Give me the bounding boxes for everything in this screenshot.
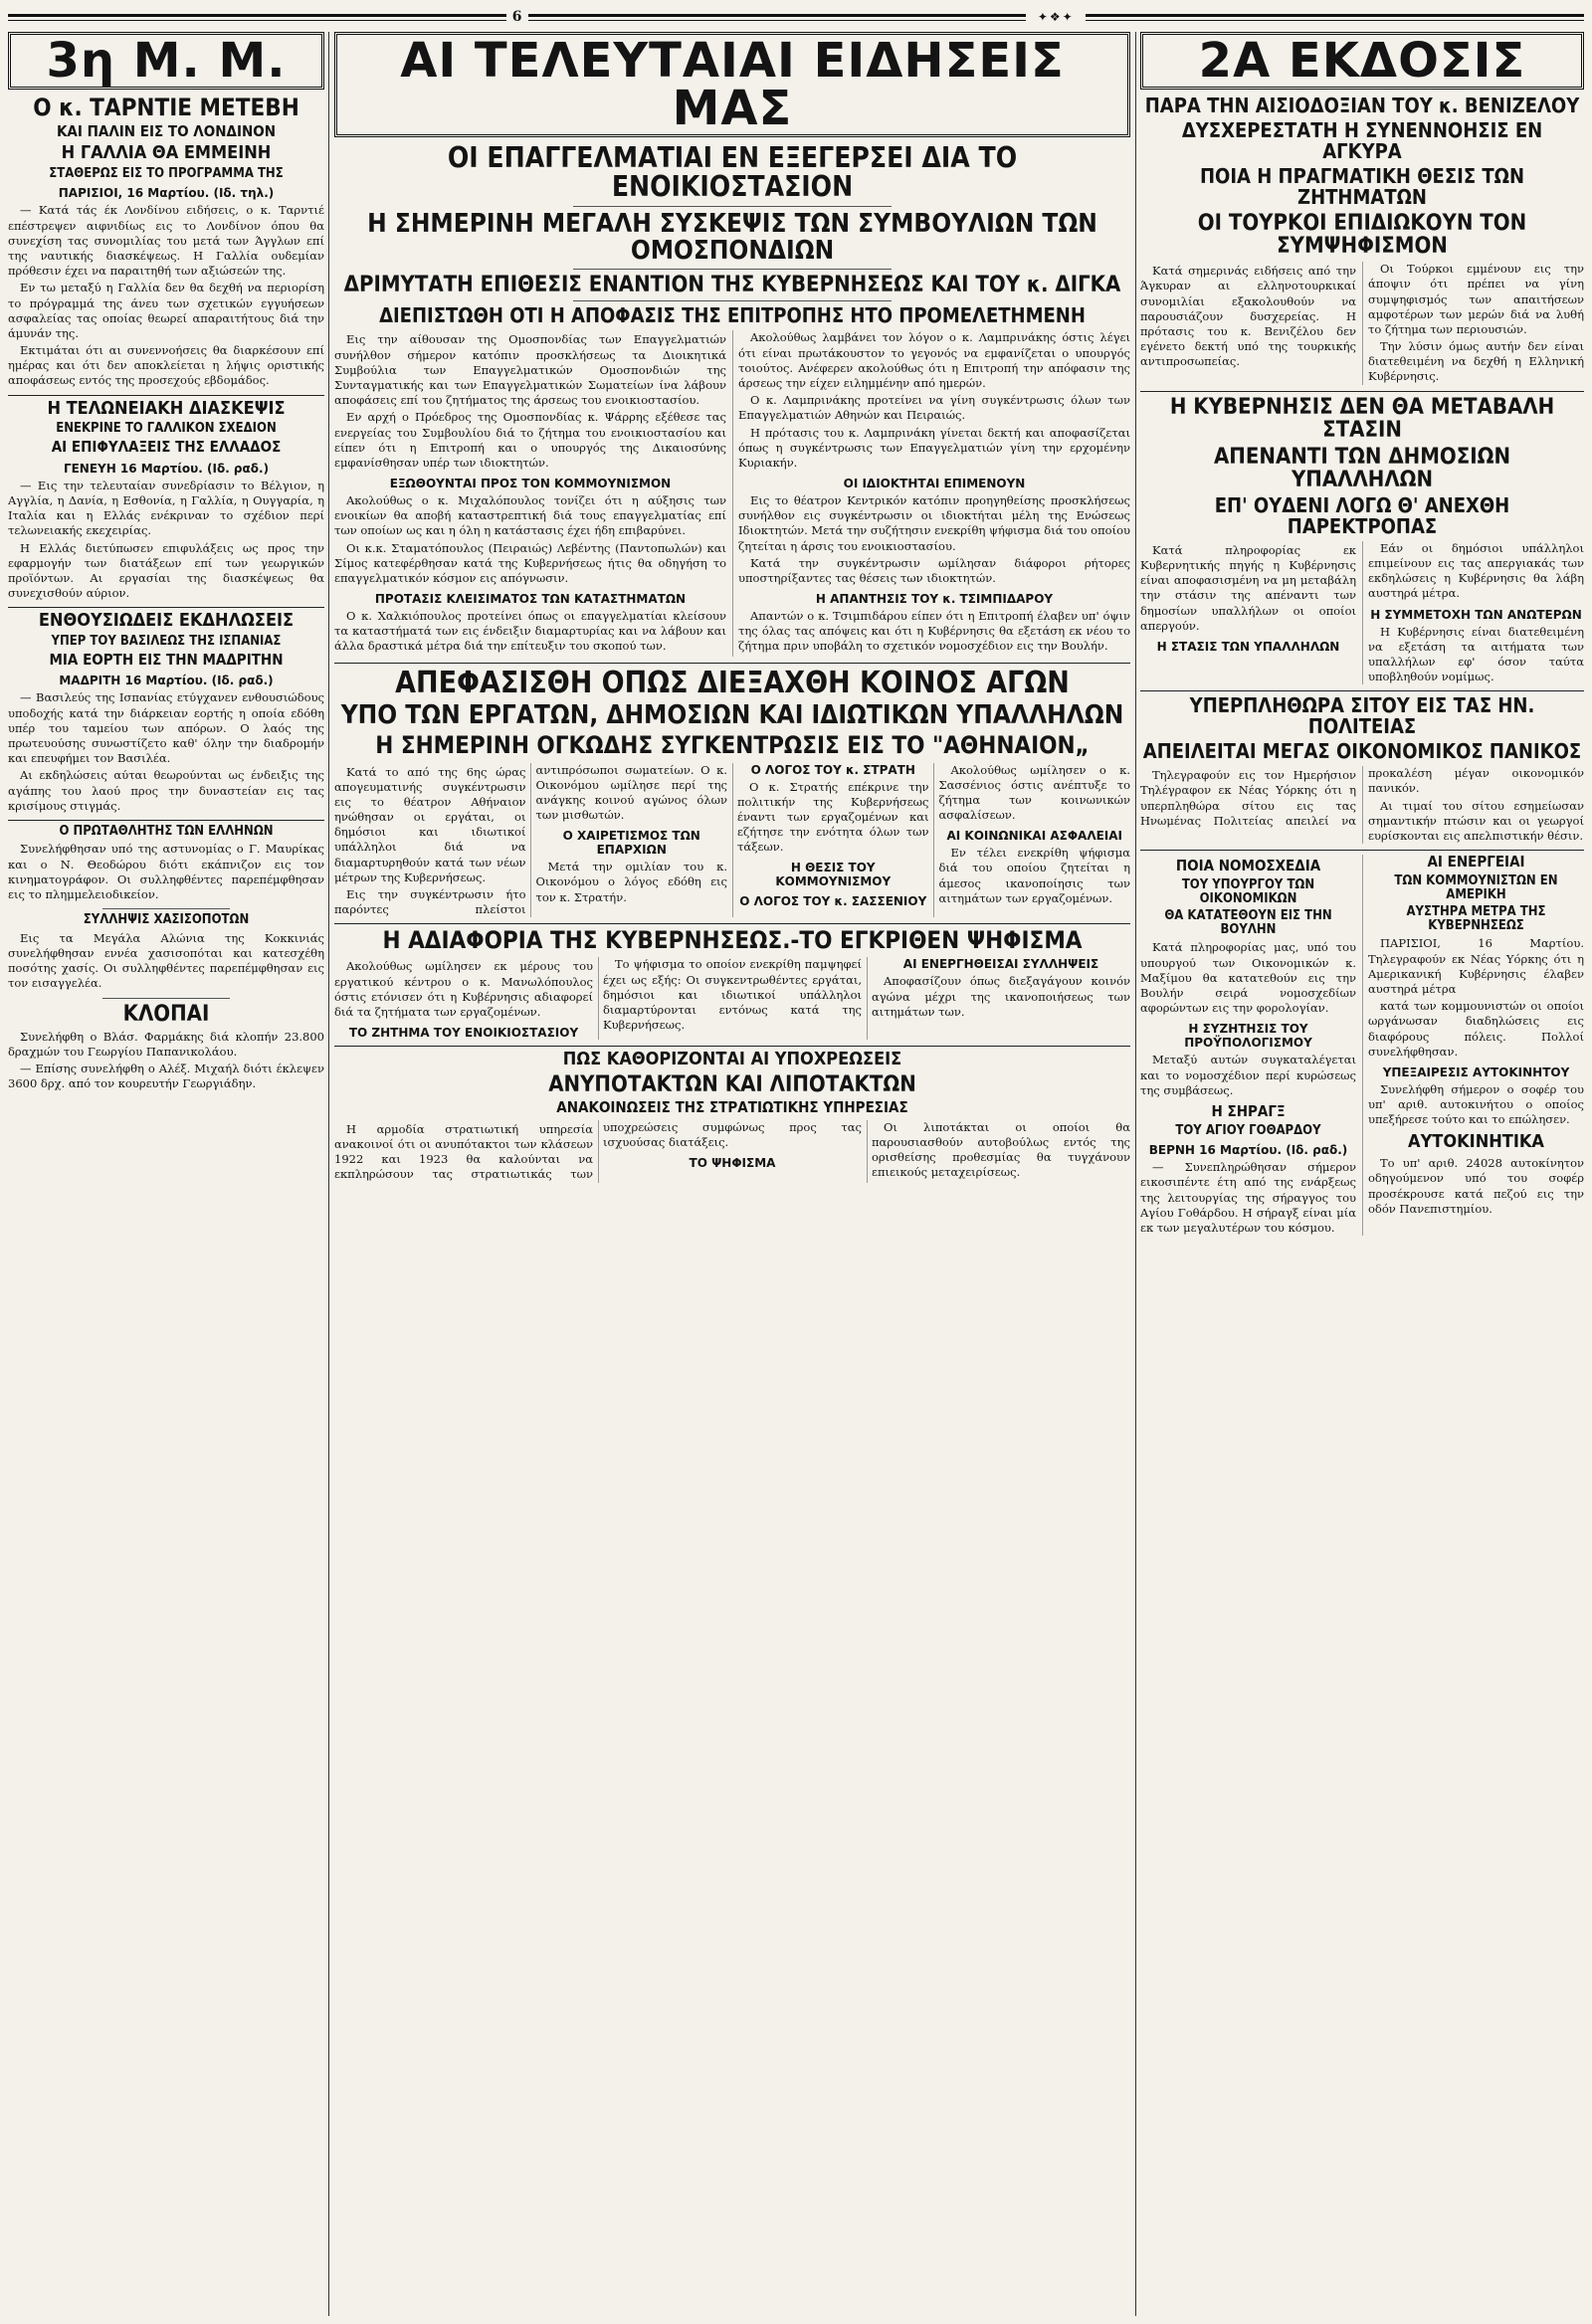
divider [8,395,324,396]
paragraph: Η Ελλάς διετύπωσεν επιφυλάξεις ως προς την εφαρμογήν των διατάξεων επί των γεωργικών προϊόντων. Αι εργασίαι της διασκέψεως θα συνεχισθούν αύριον. [8,540,324,601]
paragraph: ΠΑΡΙΣΙΟΙ, 16 Μαρτίου. Τηλεγραφούν εκ Νέας Υόρκης ότι η Αμερικανική Κυβέρνησις έλαβεν αυστηρά μέτρα [1368,936,1584,996]
article-finance-bills [1140,859,1356,1098]
paragraph: — Βασιλεύς της Ισπανίας ετύγχανεν ενθουσιώδους υποδοχής κατά την διάρκειαν εορτής η οποία εδόθη υπέρ του ταμείου των απόρων. Ο λαός της πρωτευούσης συνωστίζετο καθ' όλην την διαδρομήν και επευφήμει τον Βασιλέα. [8,690,324,766]
paragraph: Αποφασίζουν όπως διεξαγάγουν κοινόν αγώνα μέχρι της ικανοποιήσεως των αιτημάτων των. [872,974,1130,1019]
dateline: ΒΕΡΝΗ 16 Μαρτίου. (Ιδ. ραδ.) [1148,1143,1348,1158]
header-rule [1086,14,1584,21]
paragraph: Εις το θέατρον Κεντρικόν κατόπιν προηγηθείσης προσκλήσεως συνήλθον εις συγκέντρωσιν οι ιδιοκτήται μέλη της Ενώσεως Ιδιοκτητών. Μετά την συζήτησιν ενεκρίθη ψήφισμα διά του οποίου ζητείται η άρσις του ενοικιοστασίου. [738,493,1130,553]
divider [334,663,1130,664]
paragraph: Τηλεγραφούν εις τον Ημερήσιον Τηλέγραφον εκ Νέας Υόρκης ότι η υπερπληθώρα σίτου εις τας Ηνωμένας Πολιτείας απειλεί να προκαλέση μέγαν οικονομικόν πανικόν. [1140,766,1584,828]
paragraph: Ακολούθως ωμίλησεν εκ μέρους του εργατικού κέντρου ο κ. Μανωλόπουλος όστις ετόνισεν ότι η Κυβέρνησις αδιαφορεί διά τα ζητήματα των εργαζομένων. [334,959,593,1019]
story-body [1140,262,1584,384]
subheadline: ΑΥΣΤΗΡΑ ΜΕΤΡΑ ΤΗΣ ΚΥΒΕΡΝΗΣΕΩΣ [1406,904,1546,933]
subheadline: ΤΟΥ ΥΠΟΥΡΓΟΥ ΤΩΝ ΟΙΚΟΝΟΜΙΚΩΝ [1181,876,1315,906]
paragraph: Εάν οι δημόσιοι υπάλληλοι επιμείνουν εις τας απεργιακάς των εκδηλώσεις η Κυβέρνησις θα λάβη αυστηρά μέτρα. [1368,540,1584,601]
article-automobile-news [1368,1133,1584,1217]
subhead: Ο ΛΟΓΟΣ ΤΟΥ κ. ΣΑΣΣΕΝΙΟΥ [739,894,927,909]
subhead: Η ΣΥΜΜΕΤΟΧΗ ΤΩΝ ΑΝΩΤΕΡΩΝ [1370,607,1582,622]
dateline: ΠΑΡΙΣΙΟΙ, 16 Μαρτίου. (Ιδ. τηλ.) [58,186,275,201]
article-ankara-talks [1140,96,1584,385]
subhead: ΕΞΩΘΟΥΝΤΑΙ ΠΡΟΣ ΤΟΝ ΚΟΜΜΟΥΝΙΣΜΟΝ [389,477,672,491]
article-government-indifference [334,928,1130,1040]
paragraph: Κατά πληροφορίας μας, υπό του υπουργού των Οικονομικών κ. Μαξίμου θα κατατεθούν εις την Βουλήν σειρά νομοσχεδίων αφορώντων εις την φορολογίαν. [1140,940,1356,1016]
headline: ΑΙ ΕΝΕΡΓΕΙΑΙ [1427,853,1525,872]
paragraph: — Συνεπληρώθησαν σήμερον εικοσιπέντε έτη από της ενάρξεως της λειτουργίας της σήραγγος του Αγίου Γοθάρδου. Η σήραγξ είναι μία εκ των μεγαλυτέρων του κόσμου. [1140,1160,1356,1235]
section-label-2nd-edition: 2Α ΕΚΔΟΣΙΣ [1140,32,1584,90]
headline: ΚΛΟΠΑΙ [122,1001,210,1027]
subhead: Ο ΛΟΓΟΣ ΤΟΥ κ. ΣΤΡΑΤΗ [750,762,915,777]
headline: ΠΩΣ ΚΑΘΟΡΙΖΟΝΤΑΙ ΑΙ ΥΠΟΧΡΕΩΣΕΙΣ [562,1049,902,1070]
subheadline: ΔΡΙΜΥΤΑΤΗ ΕΠΙΘΕΣΙΣ ΕΝΑΝΤΙΟΝ ΤΗΣ ΚΥΒΕΡΝΗΣΕΩΣ ΚΑΙ ΤΟΥ κ. ΔΙΓΚΑ [343,273,1121,298]
headline: Ο ΠΡΩΤΑΘΛΗΤΗΣ ΤΩΝ ΕΛΛΗΝΩΝ [59,823,274,839]
dateline: ΜΑΔΡΙΤΗ 16 Μαρτίου. (Ιδ. ραδ.) [59,674,274,688]
subhead: ΠΡΟΤΑΣΙΣ ΚΛΕΙΣΙΜΑΤΟΣ ΤΩΝ ΚΑΤΑΣΤΗΜΑΤΩΝ [374,592,687,607]
column-divider [328,32,329,2316]
subheadline: ΑΠΕΙΛΕΙΤΑΙ ΜΕΓΑΣ ΟΙΚΟΝΟΜΙΚΟΣ ΠΑΝΙΚΟΣ [1142,739,1582,764]
paragraph: Απαντών ο κ. Τσιμπιδάρου είπεν ότι η Επιτροπή έλαβεν υπ' όψιν της όλας τας απόψεις και ότι η Κυβέρνησις θα εξετάση εκ νέου το ζήτημα πριν υποβάλη το σχετικόν νομοσχέδιον εις την Βουλήν. [738,609,1130,654]
headline: ΑΥΤΟΚΙΝΗΤΙΚΑ [1408,1131,1544,1153]
divider [573,269,892,270]
divider [102,908,229,909]
subheadline: ΔΙΕΠΙΣΤΩΘΗ ΟΤΙ Η ΑΠΟΦΑΣΙΣ ΤΗΣ ΕΠΙΤΡΟΠΗΣ ΗΤΟ ΠΡΟΜΕΛΕΤΗΜΕΝΗ [379,303,1086,328]
subhead: ΤΟ ΨΗΦΙΣΜΑ [689,1156,776,1171]
paragraph: Το ψήφισμα το οποίον ενεκρίθη παμψηφεί έχει ως εξής: Οι συγκεντρωθέντες εργάται, δημόσιοι και ιδιωτικοί υπάλληλοι διαμαρτύρονται εντόνως κατά της Κυβερνήσεως. [603,957,862,1033]
subheadline: ΔΥΣΧΕΡΕΣΤΑΤΗ Η ΣΥΝΕΝΝΟΗΣΙΣ ΕΝ ΑΓΚΥΡΑ [1181,118,1543,163]
paragraph: Η Κυβέρνησις είναι διατεθειμένη να εξετάση τα αιτήματα των υπαλλήλων εφ' όσον ταύτα υποβληθούν νομίμως. [1368,624,1584,684]
headline: Η ΤΕΛΩΝΕΙΑΚΗ ΔΙΑΣΚΕΨΙΣ [47,397,286,419]
paragraph: Εκτιμάται ότι αι συνεννοήσεις θα διαρκέσουν επί ημέρας και ότι δεν αποκλείεται η λήψις οριστικής αποφάσεως εντός της προσεχούς εβδομάδος. [8,343,324,388]
subheadline: ΚΑΙ ΠΑΛΙΝ ΕΙΣ ΤΟ ΛΟΝΔΙΝΟΝ [56,122,277,141]
subhead: Η ΣΥΖΗΤΗΣΙΣ ΤΟΥ ΠΡΟΫΠΟΛΟΓΙΣΜΟΥ [1184,1022,1312,1051]
subhead: ΑΙ ΚΟΙΝΩΝΙΚΑΙ ΑΣΦΑΛΕΙΑΙ [946,829,1123,844]
subheadline: ΤΟΥ ΑΓΙΟΥ ΓΟΘΑΡΔΟΥ [1175,1122,1321,1138]
paragraph: Την λύσιν όμως αυτήν δεν είναι διατεθειμένη να δεχθή η Ελληνική Κυβέρνησις. [1368,339,1584,384]
paragraph: — Επίσης συνελήφθη ο Αλέξ. Μιχαήλ διότι έκλεψεν 3600 δρχ. από τον κουρευτήν Γεωργιάδην. [8,1061,324,1091]
subhead: Η ΣΤΑΣΙΣ ΤΩΝ ΥΠΑΛΛΗΛΩΝ [1156,639,1340,654]
subheadline: ΠΟΙΑ Η ΠΡΑΓΜΑΤΙΚΗ ΘΕΣΙΣ ΤΩΝ ΖΗΤΗΜΑΤΩΝ [1200,164,1524,209]
paragraph: Οι Τούρκοι εμμένουν εις την άποψιν ότι πρέπει να γίνη συμψηφισμός των απαιτήσεων αμφοτέρων των μερών διά να λυθή το ζήτημα των περιουσιών. [1368,262,1584,336]
paragraph: Μεταξύ αυτών συγκαταλέγεται και το νομοσχέδιον περί κυρώσεως της συμβάσεως. [1140,1053,1356,1097]
paragraph: Ο κ. Χαλκιόπουλος προτείνει όπως οι επαγγελματίαι κλείσουν τα καταστήματά των εις ένδειξιν διαμαρτυρίας και να λάβουν και άλλα δραστικά μέτρα διά την επίτευξιν του σκοπού των. [334,609,726,654]
article-gotthard-tunnel [1140,1101,1356,1236]
paragraph: Μετά την ομιλίαν του κ. Οικονόμου ο λόγος εδόθη εις τον κ. Στρατήν. [535,860,727,904]
header-rule [528,14,1027,21]
subhead: Η ΘΕΣΙΣ ΤΟΥ ΚΟΜΜΟΥΝΙΣΜΟΥ [775,861,892,889]
article-car-embezzlement [1368,1065,1584,1128]
headline: ΕΝΘΟΥΣΙΩΔΕΙΣ ΕΚΔΗΛΩΣΕΙΣ [38,610,295,632]
headline: ΟΙ ΕΠΑΓΓΕΛΜΑΤΙΑΙ ΕΝ ΕΞΕΓΕΡΣΕΙ ΔΙΑ ΤΟ ΕΝΟΙΚΙΟΣΤΑΣΙΟΝ [447,141,1018,204]
subhead: Ο ΧΑΙΡΕΤΙΣΜΟΣ ΤΩΝ ΕΠΑΡΧΙΩΝ [562,829,700,858]
headline: ΠΑΡΑ ΤΗΝ ΑΙΣΙΟΔΟΞΙΑΝ ΤΟΥ κ. ΒΕΝΙΖΕΛΟΥ [1144,94,1580,117]
paragraph: κατά των κομμουνιστών οι οποίοι ωργάνωσαν διαδηλώσεις εις διαφόρους πόλεις. Πολλοί συνελήφθησαν. [1368,999,1584,1059]
headline: Η ΣΗΡΑΓΞ [1211,1101,1286,1120]
divider [8,820,324,821]
divider [8,607,324,608]
subheadline: ΟΙ ΤΟΥΡΚΟΙ ΕΠΙΔΙΩΚΟΥΝ ΤΟΝ ΣΥΜΨΗΦΙΣΜΟΝ [1197,211,1527,260]
paragraph: Αι τιμαί του σίτου εσημείωσαν σημαντικήν πτώσιν και οι γεωργοί ευρίσκονται εις απελπιστικήν θέσιν. [1368,798,1584,843]
subheadline: ΑΝΑΚΟΙΝΩΣΕΙΣ ΤΗΣ ΣΤΡΑΤΙΩΤΙΚΗΣ ΥΠΗΡΕΣΙΑΣ [556,1098,908,1117]
paragraph: Η πρότασις του κ. Λαμπρινάκη γίνεται δεκτή και αποφασίζεται όπως η συγκέντρωσις των Επαγγελματιών γίνη την ερχομένην Κυριακήν. [738,425,1130,470]
paragraph: Εν τέλει ενεκρίθη ψήφισμα διά του οποίου ζητείται η άμεσος ικανοποίησις των αιτημάτων των εργαζομένων. [938,846,1130,905]
divider [573,206,892,207]
headline: ΥΠΕΡΠΛΗΘΩΡΑ ΣΙΤΟΥ ΕΙΣ ΤΑΣ ΗΝ. ΠΟΛΙΤΕΙΑΣ [1189,693,1535,739]
article-common-struggle [334,665,1130,918]
article-draft-evaders [334,1051,1130,1182]
divider [1140,850,1584,851]
paragraph: Κατά την συγκέντρωσιν ωμίλησαν διάφοροι ρήτορες υποστηρίξαντες τας θέσεις των ιδιοκτητών. [738,555,1130,585]
story-body [334,1120,1130,1183]
paragraph: Εις την αίθουσαν της Ομοσπονδίας των Επαγγελματιών συνήλθον σήμερον κατόπιν προσκλήσεως τα Διοικητικά Συμβούλια των Επαγγελματικών Ομοσπονδιών της Συνταγματικής και των Επαγγελματικών Σωματείων ίνα λάβουν αποφάσεις επί του ζητήματος της άρσεως του ενοικιοστασίου. [334,332,726,408]
story-body [1140,541,1584,684]
right-column [1140,32,1584,1236]
paragraph: Ο κ. Στρατής επέκρινε την πολιτικήν της Κυβερνήσεως έναντι των εργαζομένων και εζήτησε την ενότητα όλων των τάξεων. [737,779,929,855]
lead-body [334,330,1130,656]
headline: Η ΑΔΙΑΦΟΡΙΑ ΤΗΣ ΚΥΒΕΡΝΗΣΕΩΣ.-ΤΟ ΕΓΚΡΙΘΕΝ ΨΗΦΙΣΜΑ [382,926,1083,955]
paragraph: Εν αρχή ο Πρόεδρος της Ομοσπονδίας κ. Ψάρρης εξέθεσε τας ενεργείας του Συμβουλίου διά το ζήτημα του ενοικιοστασίου και είπεν ότι η Επιτροπή και ο υπουργός της Δικαιοσύνης εμφανίσθησαν υπέρ των ιδιοκτητών. [334,410,726,470]
article-thefts [8,1003,324,1092]
paragraph: Κατά πληροφορίας εκ Κυβερνητικής πηγής η Κυβέρνησις είναι αποφασισμένη να μη μεταβάλη την στάσιν της απέναντι των δημοσίων υπαλλήλων οι οποίοι απεργούν. [1140,542,1356,633]
page-number: 6 [511,9,522,25]
story-body [334,763,1130,918]
article-champion [8,825,324,902]
paragraph: Κατά σημερινάς ειδήσεις από την Άγκυραν αι ελληνοτουρκικαί συνομιλίαι εξακολουθούν να παρουσιάζουν δυσχερείας. Η πρότασις του κ. Βενιζέλου δεν εγένετο δεκτή υπό της τουρκικής αντιπροσωπείας. [1140,264,1356,369]
headline: Η ΚΥΒΕΡΝΗΣΙΣ ΔΕΝ ΘΑ ΜΕΤΑΒΑΛΗ ΣΤΑΣΙΝ [1169,394,1555,443]
divider [334,923,1130,924]
paragraph: Οι λιποτάκται οι οποίοι θα παρουσιασθούν αυτοβούλως εντός της ορισθείσης προθεσμίας θα τυγχάνουν επιεικούς μεταχειρίσεως. [872,1119,1130,1180]
paragraph: — Εις την τελευταίαν συνεδρίασιν το Βέλγιον, η Αγγλία, η Δανία, η Εσθονία, η Γαλλία, η Ουγγαρία, η Ιταλία και η Ελλάς ενέκριναν το σχέδιον περί τελωνειακής εκεχειρίας. [8,478,324,538]
paragraph: Εις την συγκέντρωσιν ήτο παρόντες πλείστοι αντιπρόσωποι σωματείων. Ο κ. Οικονόμου ωμίλησε περί της ανάγκης κοινού αγώνος όλων των μισθωτών. [334,762,727,917]
article-customs-conference [8,397,324,602]
subheadline: ΤΩΝ ΚΟΜΜΟΥΝΙΣΤΩΝ ΕΝ ΑΜΕΡΙΚΗ [1394,872,1558,902]
paragraph: Συνελήφθη σήμερον ο σοφέρ του υπ' αριθ. αυτοκινήτου ο οποίος υπεξήρεσε τούτο και το επώλησεν. [1368,1081,1584,1127]
paragraph: Συνελήφθησαν υπό της αστυνομίας ο Γ. Μαυρίκας και ο Ν. Θεοδώρου διότι εκάπνιζον εις τον κινηματογράφον. Οι συλληφθέντες παρεπέμφθησαν εις το πλημμελειοδικείον. [8,842,324,901]
headline: Ο κ. ΤΑΡΝΤΙΕ ΜΕΤΕΒΗ [33,94,299,121]
subheadline: Η ΓΑΛΛΙΑ ΘΑ ΕΜΜΕΙΝΗ [61,141,272,163]
subheadline: ΜΙΑ ΕΟΡΤΗ ΕΙΣ ΤΗΝ ΜΑΔΡΙΤΗΝ [49,650,284,669]
headline: ΑΠΕΦΑΣΙΣΘΗ ΟΠΩΣ ΔΙΕΞΑΧΘΗ ΚΟΙΝΟΣ ΑΓΩΝ [395,665,1070,700]
lead-article-rent-control [334,143,1130,657]
paragraph: Ακολούθως ωμίλησεν ο κ. Σασσένιος όστις ανέπτυξε το ζήτημα των κοινωνικών ασφαλίσεων. [938,762,1130,823]
paragraph: Το υπ' αριθ. 24028 αυτοκίνητον οδηγούμενον υπό του σοφέρ προσέκρουσε κατά πεζού εις την οδόν Πανεπιστημίου. [1368,1156,1584,1216]
column-divider [1135,32,1136,2316]
subhead: ΤΟ ΖΗΤΗΜΑ ΤΟΥ ΕΝΟΙΚΙΟΣΤΑΣΙΟΥ [348,1026,579,1041]
paragraph: Η αρμοδία στρατιωτική υπηρεσία ανακοινοί ότι οι ανυπότακτοι των κλάσεων 1922 και 1923 θα καλούνται να εκπληρώσουν τας στρατιωτικάς των υποχρεώσεις συμφώνως προς τας ισχυούσας διατάξεις. [334,1119,862,1182]
header-rule [8,14,506,21]
subheadline: Η ΣΗΜΕΡΙΝΗ ΜΕΓΑΛΗ ΣΥΣΚΕΨΙΣ ΤΩΝ ΣΥΜΒΟΥΛΙΩΝ ΤΩΝ ΟΜΟΣΠΟΝΔΙΩΝ [367,208,1097,267]
banner-latest-news: ΑΙ ΤΕΛΕΥΤΑΙΑΙ ΕΙΔΗΣΕΙΣ ΜΑΣ [334,32,1130,137]
subheadline: ΣΤΑΘΕΡΩΣ ΕΙΣ ΤΟ ΠΡΟΓΡΑΜΜΑ ΤΗΣ [49,165,284,181]
divider [102,998,229,999]
subheadline: Η ΣΗΜΕΡΙΝΗ ΟΓΚΩΔΗΣ ΣΥΓΚΕΝΤΡΩΣΙΣ ΕΙΣ ΤΟ "ΑΘΗΝΑΙΟΝ„ [375,731,1090,760]
paragraph: Εν τω μεταξύ η Γαλλία δεν θα δεχθή να περιορίση το πρόγραμμά της άνευ των σχετικών εγγυήσεων ασφαλείας τας οποίας θεωρεί απαραιτήτους διά την άμυνάν της. [8,281,324,340]
subheadline: ΕΝΕΚΡΙΝΕ ΤΟ ΓΑΛΛΙΚΟΝ ΣΧΕΔΙΟΝ [56,421,277,437]
left-column [8,32,324,1097]
page-header-strip [8,6,1584,28]
subheadline: ΑΠΕΝΑΝΤΙ ΤΩΝ ΔΗΜΟΣΙΩΝ ΥΠΑΛΛΗΛΩΝ [1213,444,1511,492]
paragraph: — Κατά τάς έκ Λονδίνου ειδήσεις, ο κ. Ταρντιέ επέστρεψεν αιφνιδίως εις το Λονδίνον όπου θα συνεχίση τας συνομιλίας του μετά των Άγγλων επί της ναυτικής διασκέψεως. Η Γαλλία ουδεμίαν πρόθεσιν έχει να παραιτηθή των αξιώσεών της. [8,203,324,279]
ornament-icon: ✦❖✦ [1037,10,1075,24]
subhead: Η ΑΠΑΝΤΗΣΙΣ ΤΟΥ κ. ΤΣΙΜΠΙΔΑΡΟΥ [815,592,1054,607]
subheadline: ΥΠΕΡ ΤΟΥ ΒΑΣΙΛΕΩΣ ΤΗΣ ΙΣΠΑΝΙΑΣ [51,634,282,650]
subheadline: ΕΠ' ΟΥΔΕΝΙ ΛΟΓΩ Θ' ΑΝΕΧΘΗ ΠΑΡΕΚΤΡΟΠΑΣ [1214,492,1510,538]
section-label-3pm: 3η Μ. Μ. [8,32,324,90]
paragraph: Ακολούθως λαμβάνει τον λόγον ο κ. Λαμπρινάκης όστις λέγει ότι είναι πρωτάκουστον το γεγονός να εμφανίζεται ο υπουργός τοιούτος. Ανέφερεν ακολούθως ότι η Επιτροπή την απόφασιν της άρσεως την είχεν ειλημμένην από ημερών. [738,330,1130,390]
divider [1140,391,1584,392]
story-body [1140,766,1584,844]
story-body [334,957,1130,1040]
paragraph: Ακολούθως ο κ. Μιχαλόπουλος τονίζει ότι η αύξησις των ενοικίων θα αποβή καταστρεπτική διά τους επαγγελματίας επί των οποίων ως και η όλη η κατάστασις έχει ήδη επιβαρύνει. [334,493,726,538]
subhead: ΑΙ ΕΝΕΡΓΗΘΕΙΣΑΙ ΣΥΛΛΗΨΕΙΣ [902,957,1099,972]
subheadline: ΑΝΥΠΟΤΑΚΤΩΝ ΚΑΙ ΛΙΠΟΤΑΚΤΩΝ [548,1072,916,1098]
subheadline: ΥΠΟ ΤΩΝ ΕΡΓΑΤΩΝ, ΔΗΜΟΣΙΩΝ ΚΑΙ ΙΔΙΩΤΙΚΩΝ ΥΠΑΛΛΗΛΩΝ [340,700,1124,731]
right-lower-columns [1140,855,1584,1236]
center-column [334,32,1130,1189]
divider [573,300,892,301]
subhead: ΟΙ ΙΔΙΟΚΤΗΤΑΙ ΕΠΙΜΕΝΟΥΝ [843,477,1026,491]
article-hashish [8,913,324,991]
article-civil-servants [1140,396,1584,685]
paragraph: Εις τα Μεγάλα Αλώνια της Κοκκινιάς συνελήφθησαν εννέα χασισοπόται και κατεσχέθη ποσότης χασίς. Οι συλληφθέντες παρεπέμφθησαν εις τον εισαγγελέα. [8,930,324,991]
headline: ΣΥΛΛΗΨΙΣ ΧΑΣΙΣΟΠΟΤΩΝ [83,912,250,928]
article-communists-america [1368,855,1584,1060]
paragraph: Συνελήφθη ο Βλάσ. Φαρμάκης διά κλοπήν 23.800 δραχμών του Γεωργίου Παπανικολάου. [8,1029,324,1059]
headline: ΠΟΙΑ ΝΟΜΟΣΧΕΔΙΑ [1175,857,1321,875]
subheadline: ΘΑ ΚΑΤΑΤΕΘΟΥΝ ΕΙΣ ΤΗΝ ΒΟΥΛΗΝ [1164,908,1332,937]
paragraph: Αι εκδηλώσεις αύται θεωρούνται ως ένδειξις της αγάπης του λαού προς την δυναστείαν εις τας κρισίμους στιγμάς. [8,768,324,813]
headline: ΥΠΕΞΑΙΡΕΣΙΣ ΑΥΤΟΚΙΝΗΤΟΥ [1382,1065,1570,1079]
divider [334,1046,1130,1047]
article-tardieu [8,96,324,389]
paragraph: Κατά το από της 6ης ώρας απογευματινής συγκέντρωσιν εις το θέατρον Αθήναιον ηνώθησαν οι εργάται, οι δημόσιοι και ιδιωτικοί υπάλληλοι διά να διαμαρτυρηθούν κατά των νέων μέτρων της Κυβερνήσεως. [334,764,526,884]
paragraph: Οι κ.κ. Σταματόπουλος (Πειραιώς) Λεβέντης (Παντοπωλών) και Σίμος κατεφέρθησαν κατά της Κυβερνήσεως ήτις θα οδηγήση το επαγγελματικόν κόσμον εις απόγνωσιν. [334,540,726,585]
article-wheat-surplus [1140,695,1584,844]
dateline: ΓΕΝΕΥΗ 16 Μαρτίου. (Ιδ. ραδ.) [63,461,270,476]
divider [1140,690,1584,691]
paragraph: Ο κ. Λαμπρινάκης προτείνει να γίνη συγκέντρωσις όλων των Επαγγελματιών Αθηνών και Πειραιώς. [738,393,1130,423]
article-spain-king [8,612,324,814]
subheadline: ΑΙ ΕΠΙΦΥΛΑΞΕΙΣ ΤΗΣ ΕΛΛΑΔΟΣ [51,438,282,457]
